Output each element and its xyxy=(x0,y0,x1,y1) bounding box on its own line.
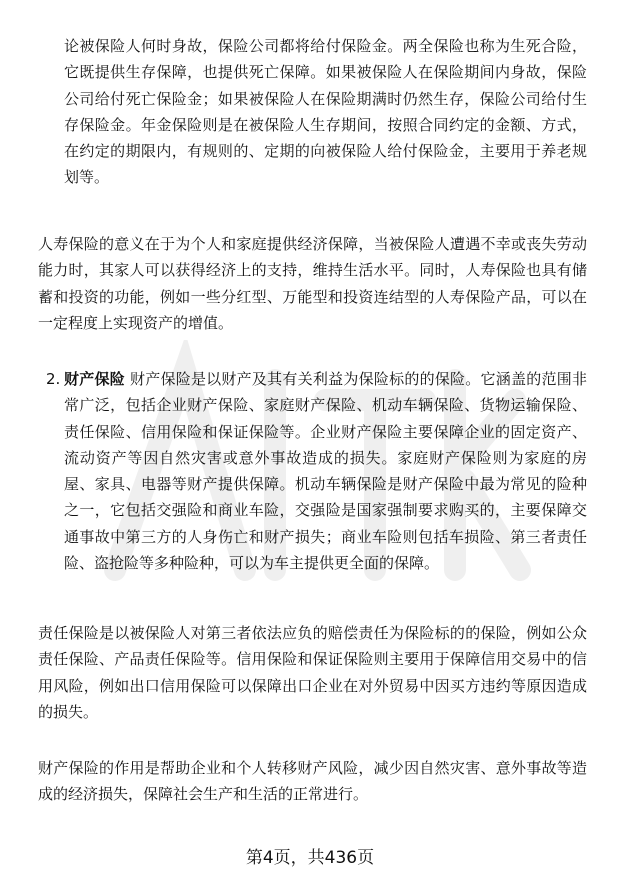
list-item-number: 2. xyxy=(46,370,61,388)
page-number-footer: 第4页，共436页 xyxy=(245,848,375,868)
list-item-body: 财产保险是以财产及其有关利益为保险标的的保险。它涵盖的范围非常广泛，包括企业财产保险、家庭财产保险、机动车辆保险、货物运输保险、责任保险、信用保险和保证保险等。企业财产保险主要保障企业的固定资产、流动资产等因自然灾害或意外事故造成的损失。家庭财产保险则为家庭的房屋、家具、电器等财产提供保障。机动车辆保险是财产保险中最为常见的险种之一，它包括交强险和商业车险，交强险是国家强制要求购买的，主要保障交通事故中第三方的人身伤亡和财产损失；商业车险则包括车损险、第三者责任险、盗抢险等多种险种，可以为车主提供更全面的保障。 xyxy=(64,370,587,573)
list-item-title: 财产保险 xyxy=(64,370,125,388)
paragraph-life-insurance-meaning: 人寿保险的意义在于为个人和家庭提供经济保障，当被保险人遭遇不幸或丧失劳动能力时，其家人可以获得经济上的支持，维持生活水平。同时，人寿保险也具有储蓄和投资的功能，例如一些分红型、万能型和投资连结型的人寿保险产品，可以在一定程度上实现资产的增值。 xyxy=(38,235,587,332)
paragraph-liability-insurance: 责任保险是以被保险人对第三者依法应负的赔偿责任为保险标的的保险，例如公众责任保险、产品责任保险等。信用保险和保证保险则主要用于保障信用交易中的信用风险，例如出口信用保险可以保障出口企业在对外贸易中因买方违约等原因造成的损失。 xyxy=(38,624,587,721)
list-item-property-insurance xyxy=(46,366,587,576)
paragraph-life-insurance-types: 论被保险人何时身故，保险公司都将给付保险金。两全保险也称为生死合险，它既提供生存保障，也提供死亡保障。如果被保险人在保险期间内身故，保险公司给付死亡保险金；如果被保险人在保险期满时仍然生存，保险公司给付生存保险金。年金保险则是在被保险人生存期间，按照合同约定的金额、方式，在约定的期限内，有规则的、定期的向被保险人给付保险金，主要用于养老规划等。 xyxy=(64,37,587,187)
paragraph-property-insurance-role: 财产保险的作用是帮助企业和个人转移财产风险，减少因自然灾害、意外事故等造成的经济损失，保障社会生产和生活的正常进行。 xyxy=(38,759,587,804)
